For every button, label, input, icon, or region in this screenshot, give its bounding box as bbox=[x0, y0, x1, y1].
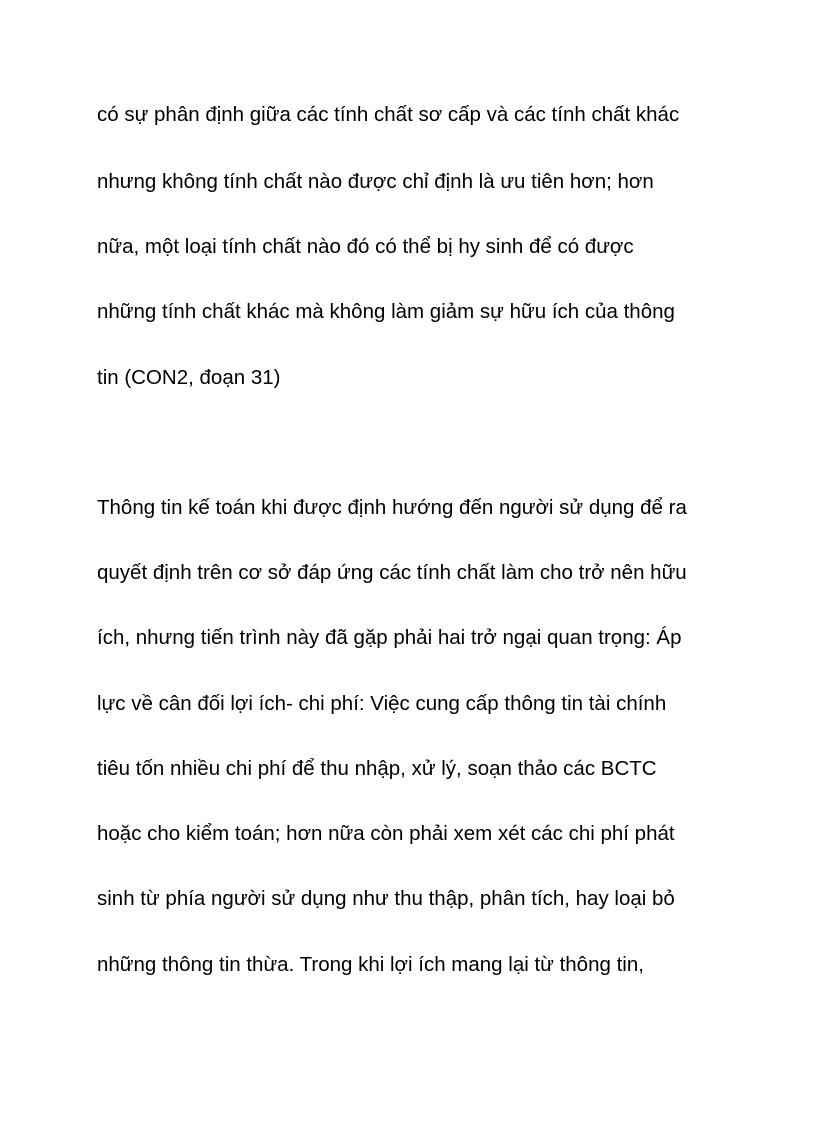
text-line: Thông tin kế toán khi được định hướng đến người sử dụng để ra bbox=[97, 496, 687, 519]
text-line: tin (CON2, đoạn 31) bbox=[97, 366, 281, 389]
text-line: nữa, một loại tính chất nào đó có thể bị hy sinh để có được bbox=[97, 235, 634, 258]
text-line: có sự phân định giữa các tính chất sơ cấp và các tính chất khác bbox=[97, 103, 680, 126]
text-line: nhưng không tính chất nào được chỉ định là ưu tiên hơn; hơn bbox=[97, 170, 654, 193]
text-line: ích, nhưng tiến trình này đã gặp phải hai trở ngại quan trọng: Áp bbox=[97, 626, 682, 649]
text-line: sinh từ phía người sử dụng như thu thập, phân tích, hay loại bỏ bbox=[97, 887, 675, 910]
text-line: tiêu tốn nhiều chi phí để thu nhập, xử lý, soạn thảo các BCTC bbox=[97, 757, 657, 780]
text-line: quyết định trên cơ sở đáp ứng các tính chất làm cho trở nên hữu bbox=[97, 561, 687, 584]
text-line: hoặc cho kiểm toán; hơn nữa còn phải xem xét các chi phí phát bbox=[97, 822, 675, 845]
text-line: lực về cân đối lợi ích- chi phí: Việc cung cấp thông tin tài chính bbox=[97, 692, 667, 715]
text-line: những thông tin thừa. Trong khi lợi ích mang lại từ thông tin, bbox=[97, 953, 644, 976]
text-line: những tính chất khác mà không làm giảm sự hữu ích của thông bbox=[97, 300, 675, 323]
